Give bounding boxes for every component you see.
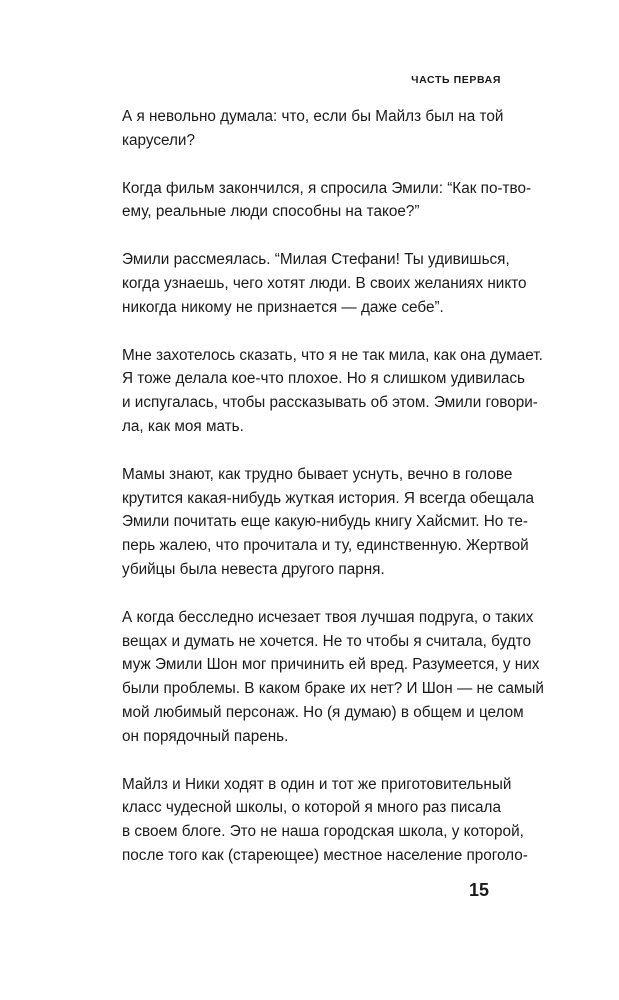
text-line: муж Эмили Шон мог причинить ей вред. Разумеется, у них — [122, 656, 540, 674]
text-line: ему, реальные люди способны на такое?” — [122, 203, 420, 221]
text-line: Когда фильм закончился, я спросила Эмили: “Как по-тво- — [122, 179, 532, 197]
text-line: класс чудесной школы, о которой я много раз писала — [122, 799, 501, 817]
paragraph — [122, 606, 544, 749]
text-line: А я невольно думала: что, если бы Майлз был на той — [122, 108, 504, 125]
page-number: 15 — [468, 880, 489, 900]
paragraph — [122, 773, 528, 868]
text-line: Мамы знают, как трудно бывает уснуть, вечно в голове — [122, 465, 513, 483]
running-header: ЧАСТЬ ПЕРВАЯ — [411, 74, 501, 86]
text-line: и испугалась, чтобы рассказывать об этом. Эмили говори- — [122, 394, 538, 412]
text-line: никогда никому не признается — даже себе”. — [122, 298, 444, 316]
paragraph — [122, 463, 535, 582]
body-text — [122, 105, 544, 892]
text-line: Майлз и Ники ходят в один и тот же приготовительный — [122, 775, 512, 793]
text-line: Эмили рассмеялась. “Милая Стефани! Ты удивишься, — [122, 251, 510, 269]
text-line: после того как (стареющее) местное население проголо- — [122, 846, 528, 864]
text-line: в своем блоге. Это не наша городская школа, у которой, — [122, 823, 524, 841]
text-line: крутится какая-нибудь жуткая история. Я всегда обещала — [122, 489, 535, 507]
text-line: он порядочный парень. — [122, 727, 289, 745]
text-line: вещах и думать не хочется. Не то чтобы я считала, будто — [122, 632, 531, 650]
paragraph — [122, 177, 532, 225]
text-line: были проблемы. В каком браке их нет? И Шон — не самый — [122, 680, 544, 698]
text-line: карусели? — [122, 131, 195, 149]
paragraph — [122, 344, 543, 439]
text-line: мой любимый персонаж. Но (я думаю) в общем и целом — [122, 703, 524, 721]
paragraph — [122, 105, 504, 153]
text-line: Я тоже делала кое-что плохое. Но я слишком удивилась — [122, 370, 525, 388]
text-line: убийцы была невеста другого парня. — [122, 560, 385, 578]
text-line: А когда бесследно исчезает твоя лучшая подруга, о таких — [122, 608, 534, 626]
paragraph — [122, 248, 527, 319]
text-line: когда узнаешь, чего хотят люди. В своих желаниях никто — [122, 274, 527, 292]
text-line: ла, как моя мать. — [122, 417, 244, 435]
text-line: Мне захотелось сказать, что я не так мила, как она думает. — [122, 346, 543, 364]
text-line: Эмили почитать еще какую-нибудь книгу Хайсмит. Но те- — [122, 513, 528, 531]
text-line: перь жалею, что прочитала и ту, единственную. Жертвой — [122, 537, 529, 555]
